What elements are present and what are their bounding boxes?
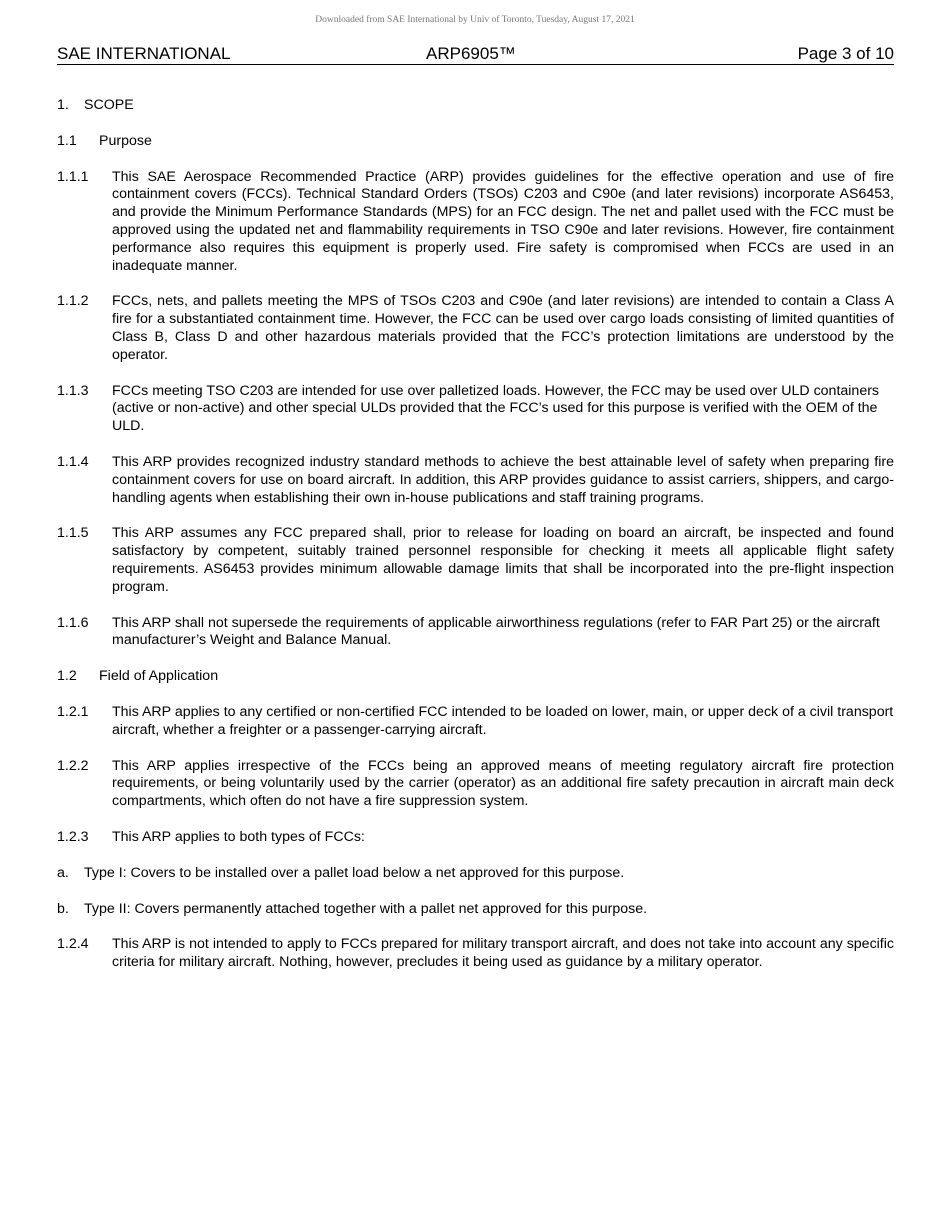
section-number: 1. <box>57 97 69 113</box>
subsection-title: Field of Application <box>99 668 219 685</box>
paragraph-text: This ARP shall not supersede the requirements of applicable airworthiness regulations (refer to FAR Part 25) or the aircraft manufacturer’s Weight and Balance Manual. <box>112 614 880 649</box>
section-title: SCOPE <box>84 97 134 113</box>
list-item-text: Type I: Covers to be installed over a pallet load below a net approved for this purpose. <box>84 864 625 881</box>
paragraph-number: 1.2.2 <box>57 757 89 774</box>
paragraph-1-1-2 <box>57 293 894 364</box>
paragraph-text: This ARP applies irrespective of the FCCs being an approved means of meeting regulatory aircraft fire protection requirements, or being voluntarily used by the carrier (operator) as an additional fire safety precaution in aircraft main deck compartments, which often do not have a fire suppression system. <box>112 757 894 810</box>
paragraph-1-1-1 <box>57 169 894 276</box>
paragraph-text: This ARP applies to both types of FCCs: <box>112 828 365 845</box>
paragraph-number: 1.1.5 <box>57 525 89 542</box>
download-watermark: Downloaded from SAE International by Univ of Toronto, Tuesday, August 17, 2021 <box>315 15 635 25</box>
paragraph-text: FCCs, nets, and pallets meeting the MPS of TSOs C203 and C90e (and later revisions) are intended to contain a Class A fire for a substantiated containment time. However, the FCC can be used over cargo loads consisting of limited quantities of Class B, Class D and other hazardous materials provided that the FCC’s protection limitations are understood by the operator. <box>112 293 894 363</box>
paragraph-1-2-2 <box>57 758 894 811</box>
list-item-marker: b. <box>57 900 69 917</box>
document-body <box>57 97 894 990</box>
paragraph-text: FCCs meeting TSO C203 are intended for use over palletized loads. However, the FCC may be used over ULD containers (active or non-active) and other special ULDs provided that the FCC’s used for this purpose is verified with the OEM of the ULD. <box>112 382 880 435</box>
subsection-number: 1.1 <box>57 132 77 149</box>
subsection-number: 1.2 <box>57 668 77 685</box>
paragraph-text: This SAE Aerospace Recommended Practice (ARP) provides guidelines for the effective operation and use of fire containment covers (FCCs). Technical Standard Orders (TSOs) C203 and C90e (and later revisions) incorporate AS6453, and provide the Minimum Performance Standards (MPS) for an FCC design. The net and pallet used with the FCC must be approved using the updated net and flammability requirements in TSO C90e and later revisions. However, fire containment performance also requires this equipment is properly used. Fire safety is compromised when FCCs are used in an inadequate manner. <box>112 168 894 274</box>
paragraph-1-2-4 <box>57 936 894 972</box>
paragraph-1-2-3 <box>57 829 894 847</box>
paragraph-number: 1.1.2 <box>57 293 89 310</box>
header-organization: SAE INTERNATIONAL <box>57 44 231 63</box>
subsection-title: Purpose <box>99 132 152 149</box>
section-heading-scope <box>57 97 894 115</box>
paragraph-number: 1.2.3 <box>57 828 89 845</box>
list-item-marker: a. <box>57 864 69 881</box>
paragraph-number: 1.1.1 <box>57 168 89 185</box>
paragraph-number: 1.2.1 <box>57 703 89 720</box>
paragraph-number: 1.1.4 <box>57 453 89 470</box>
list-item-type-ii <box>57 901 894 919</box>
header-page-number: Page 3 of 10 <box>797 44 894 63</box>
paragraph-1-2-1 <box>57 704 894 740</box>
subsection-heading-purpose <box>57 133 894 151</box>
paragraph-text: This ARP provides recognized industry standard methods to achieve the best attainable level of safety when preparing fire containment covers for use on board aircraft. In addition, this ARP provides guidance to assist carriers, shippers, and cargo-handling agents when establishing their own in-house publications and staff training programs. <box>112 453 894 506</box>
list-item-type-i <box>57 865 894 883</box>
paragraph-1-1-5 <box>57 525 894 596</box>
paragraph-number: 1.1.3 <box>57 382 89 399</box>
header-document-number: ARP6905™ <box>426 44 516 63</box>
subsection-heading-field-of-application <box>57 668 894 686</box>
paragraph-1-1-4 <box>57 454 894 507</box>
paragraph-1-1-6 <box>57 615 894 651</box>
paragraph-number: 1.1.6 <box>57 614 89 631</box>
list-item-text: Type II: Covers permanently attached together with a pallet net approved for this purpose. <box>84 900 648 917</box>
paragraph-1-1-3 <box>57 383 894 436</box>
paragraph-text: This ARP applies to any certified or non-certified FCC intended to be loaded on lower, main, or upper deck of a civil transport aircraft, whether a freighter or a passenger-carrying aircraft. <box>112 703 894 738</box>
paragraph-text: This ARP is not intended to apply to FCCs prepared for military transport aircraft, and does not take into account any specific criteria for military aircraft. Nothing, however, precludes it being used as guidance by a military operator. <box>112 936 894 971</box>
paragraph-number: 1.2.4 <box>57 936 89 953</box>
paragraph-text: This ARP assumes any FCC prepared shall, prior to release for loading on board an aircraft, be inspected and found satisfactory by competent, suitably trained personnel responsible for checking it meets all applicable flight safety requirements. AS6453 provides minimum allowable damage limits that shall be incorporated into the pre-flight inspection program. <box>112 525 894 595</box>
page-header <box>57 44 894 65</box>
